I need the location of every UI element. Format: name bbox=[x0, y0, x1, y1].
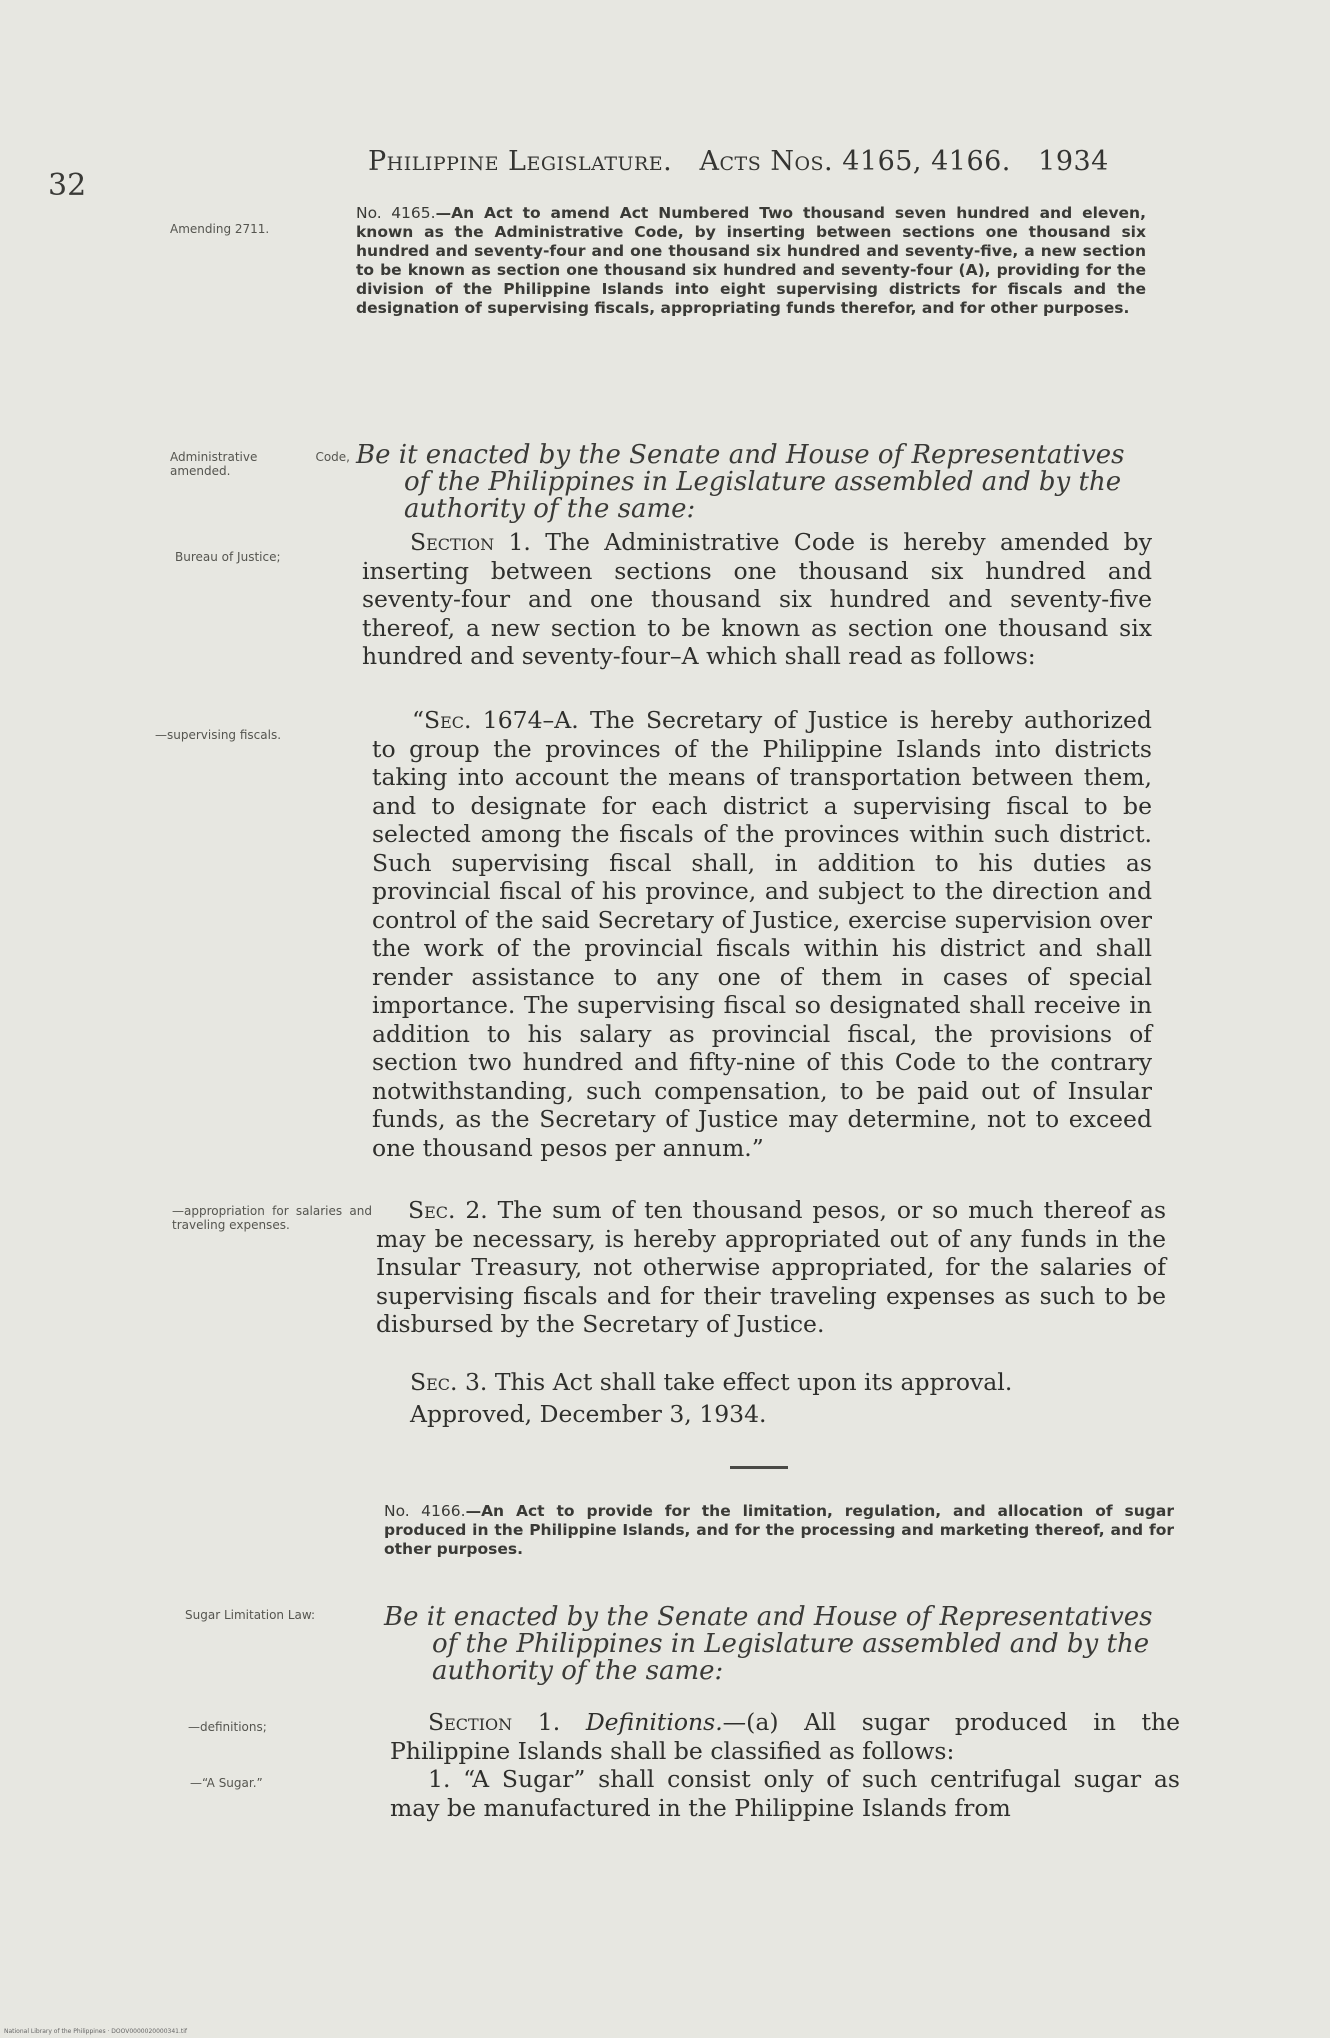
running-head-title: Philippine Legislature. bbox=[368, 146, 673, 177]
enacting-line: authority of the same: bbox=[432, 1656, 724, 1686]
section-label: Sec. 2. bbox=[408, 1196, 488, 1224]
section-text: —(a) All sugar produced in the Philippine Islands shall be classified as follows: bbox=[390, 1708, 1180, 1765]
enacting-line: of the Philippines in Legislature assembled and by the bbox=[432, 1629, 1150, 1659]
act-4166-enacting-clause bbox=[384, 1604, 1153, 1685]
act-4166-title-text: —An Act to provide for the limitation, regulation, and allocation of sugar produced in the Philippine Islands, and for the processing and marketing thereof, and for other purposes. bbox=[384, 1502, 1174, 1558]
margin-note-definitions: —definitions; bbox=[188, 1720, 267, 1734]
margin-note-sugar-limitation-law: Sugar Limitation Law: bbox=[185, 1608, 316, 1622]
section-label: Section 1. bbox=[410, 528, 531, 556]
act-4165-section-1 bbox=[362, 528, 1152, 671]
margin-note-supervising-fiscals: —supervising fiscals. bbox=[155, 728, 282, 742]
act-4165-enacting-clause bbox=[356, 442, 1125, 523]
section-text: The sum of ten thousand pesos, or so much thereof as may be necessary, is hereby appropriated out of any funds in the Insular Treasury, not otherwise appropriated, for the salaries of supervising fiscals and for their traveling expenses as such to be disbursed by the Secretary of Justice. bbox=[376, 1196, 1167, 1338]
section-heading: Definitions. bbox=[560, 1708, 723, 1736]
act-4166-item-1: 1. “A Sugar” shall consist only of such centrifugal sugar as may be manufactured in the Philippine Islands from bbox=[390, 1765, 1180, 1822]
act-4166-number: No. 4166. bbox=[384, 1502, 466, 1520]
page-number: 32 bbox=[48, 168, 87, 203]
act-4165-approved: Approved, December 3, 1934. bbox=[410, 1400, 767, 1428]
act-4165-title-text: —An Act to amend Act Numbered Two thousand seven hundred and eleven, known as the Administrative Code, by inserting between sections one thousand six hundred and seventy-four and one thousand six hundred and seventy-five, a new section to be known as section one thousand six hundred and seventy-four (A), providing for the division of the Philippine Islands into eight supervising districts for fiscals and the designation of supervising fiscals, appropriating funds therefor, and for other purposes. bbox=[356, 204, 1146, 317]
act-4165-title bbox=[356, 204, 1146, 318]
enacting-line: Be it enacted by the Senate and House of Representatives bbox=[384, 1602, 1153, 1632]
act-4166-title bbox=[384, 1502, 1174, 1559]
act-4166-section-1 bbox=[390, 1708, 1180, 1765]
running-head bbox=[368, 146, 1109, 177]
margin-note-a-sugar: —“A Sugar.” bbox=[190, 1776, 263, 1790]
margin-note-appropriation: —appropriation for salaries and traveling expenses. bbox=[172, 1204, 372, 1232]
margin-note-amending: Amending 2711. bbox=[170, 222, 270, 236]
margin-note-administrative-code: Administrative Code, amended. bbox=[170, 450, 350, 478]
section-label: Sec. 3. bbox=[410, 1368, 488, 1396]
running-head-acts: Acts Nos. 4165, 4166. bbox=[699, 146, 1011, 177]
scan-footer: National Library of the Philippines · DOOV0000020000341.tif bbox=[4, 2028, 188, 2035]
section-text: This Act shall take effect upon its approval. bbox=[487, 1368, 1013, 1396]
section-label: Section 1. bbox=[428, 1708, 561, 1736]
enacting-line: Be it enacted by the Senate and House of Representatives bbox=[356, 440, 1125, 470]
section-text: The Administrative Code is hereby amended by inserting between sections one thousand six hundred and seventy-four and one thousand six hundred and seventy-five thereof, a new section to be known as section one thousand six hundred and seventy-four–A which shall read as follows: bbox=[362, 528, 1152, 670]
section-label: “Sec. 1674–A. bbox=[412, 706, 579, 734]
section-text: The Secretary of Justice is hereby authorized to group the provinces of the Philippine Islands into districts taking into account the means of transportation between them, and to designate for each district a supervising fiscal to be selected among the fiscals of the provinces within such district. Such supervising fiscal shall, in addition to his duties as provincial fiscal of his province, and subject to the direction and control of the said Secretary of Justice, exercise supervision over the work of the provincial fiscals within his district and shall render assistance to any one of them in cases of special importance. The supervising fiscal so designated shall receive in addition to his salary as provincial fiscal, the provisions of section two hundred and fifty-nine of this Code to the contrary notwithstanding, such compensation, to be paid out of Insular funds, as the Secretary of Justice may determine, not to exceed one thousand pesos per annum.” bbox=[372, 706, 1152, 1162]
act-4165-number: No. 4165. bbox=[356, 204, 436, 222]
enacting-line: of the Philippines in Legislature assembled and by the bbox=[404, 467, 1122, 497]
margin-note-bureau-of-justice: Bureau of Justice; bbox=[175, 550, 281, 564]
separator-rule bbox=[730, 1466, 788, 1469]
enacting-line: authority of the same: bbox=[404, 494, 696, 524]
running-head-year: 1934 bbox=[1038, 146, 1109, 177]
act-4165-section-3 bbox=[410, 1368, 1170, 1397]
act-4165-section-2 bbox=[376, 1196, 1166, 1339]
act-4165-section-1674a bbox=[372, 706, 1152, 1162]
